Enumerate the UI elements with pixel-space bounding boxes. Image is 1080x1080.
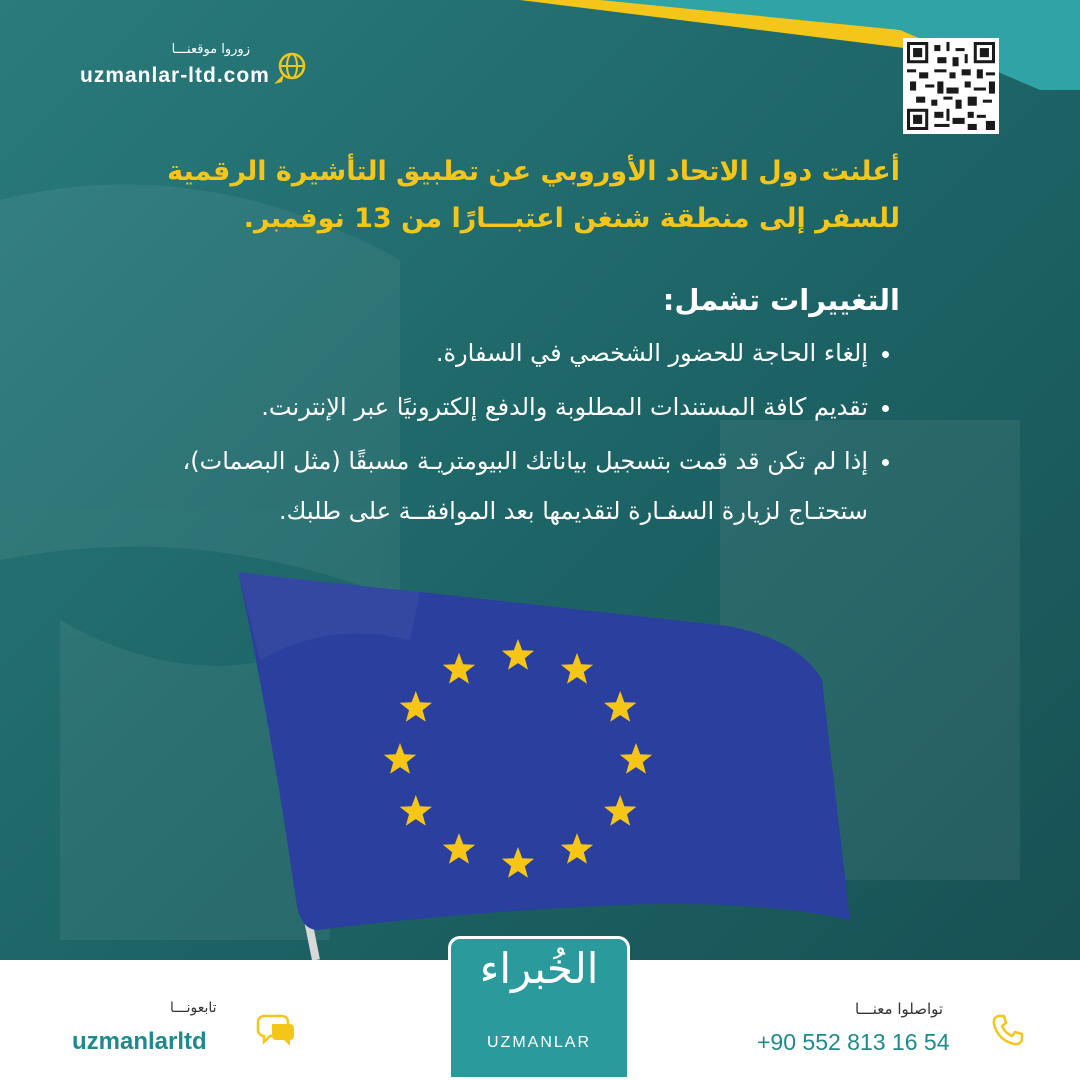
- visit-site-label: زوروا موقعنـــا: [171, 42, 250, 57]
- social-handle[interactable]: uzmanlarltd: [72, 1028, 207, 1055]
- chat-icon: [256, 1010, 296, 1050]
- phone-icon: [990, 1012, 1026, 1048]
- list-item: • إلغاء الحاجة للحضور الشخصي في السفارة.: [120, 328, 868, 378]
- changes-title: التغييرات تشمل:: [662, 283, 900, 317]
- contact-label: تواصلوا معنـــا: [855, 1000, 944, 1018]
- list-item: • تقديم كافة المستندات المطلوبة والدفع إلكترونيًا عبر الإنترنت.: [120, 382, 868, 432]
- phone-number[interactable]: +90 552 813 16 54: [757, 1029, 950, 1055]
- logo-arabic: الخُبراء: [479, 944, 599, 993]
- brand-logo: [448, 936, 630, 1080]
- follow-label: تابعونـــا: [170, 1000, 217, 1016]
- list-item: • إذا لم تكن قد قمت بتسجيل بياناتك البيومتريـة مسبقًا (مثل البصمات)، ستحتـاج لزيارة السفـارة لتقديمها بعد الموافقــة على طلبك.: [120, 436, 868, 536]
- headline-line-2: للسفر إلى منطقة شنغن اعتبـــارًا من 13 نوفمبر.: [243, 203, 900, 234]
- headline-line-1: أعلنت دول الاتحاد الأوروبي عن تطبيق التأشيرة الرقمية: [167, 156, 900, 187]
- logo-english: UZMANLAR: [486, 1034, 591, 1051]
- website-url[interactable]: uzmanlar-ltd.com: [80, 64, 270, 87]
